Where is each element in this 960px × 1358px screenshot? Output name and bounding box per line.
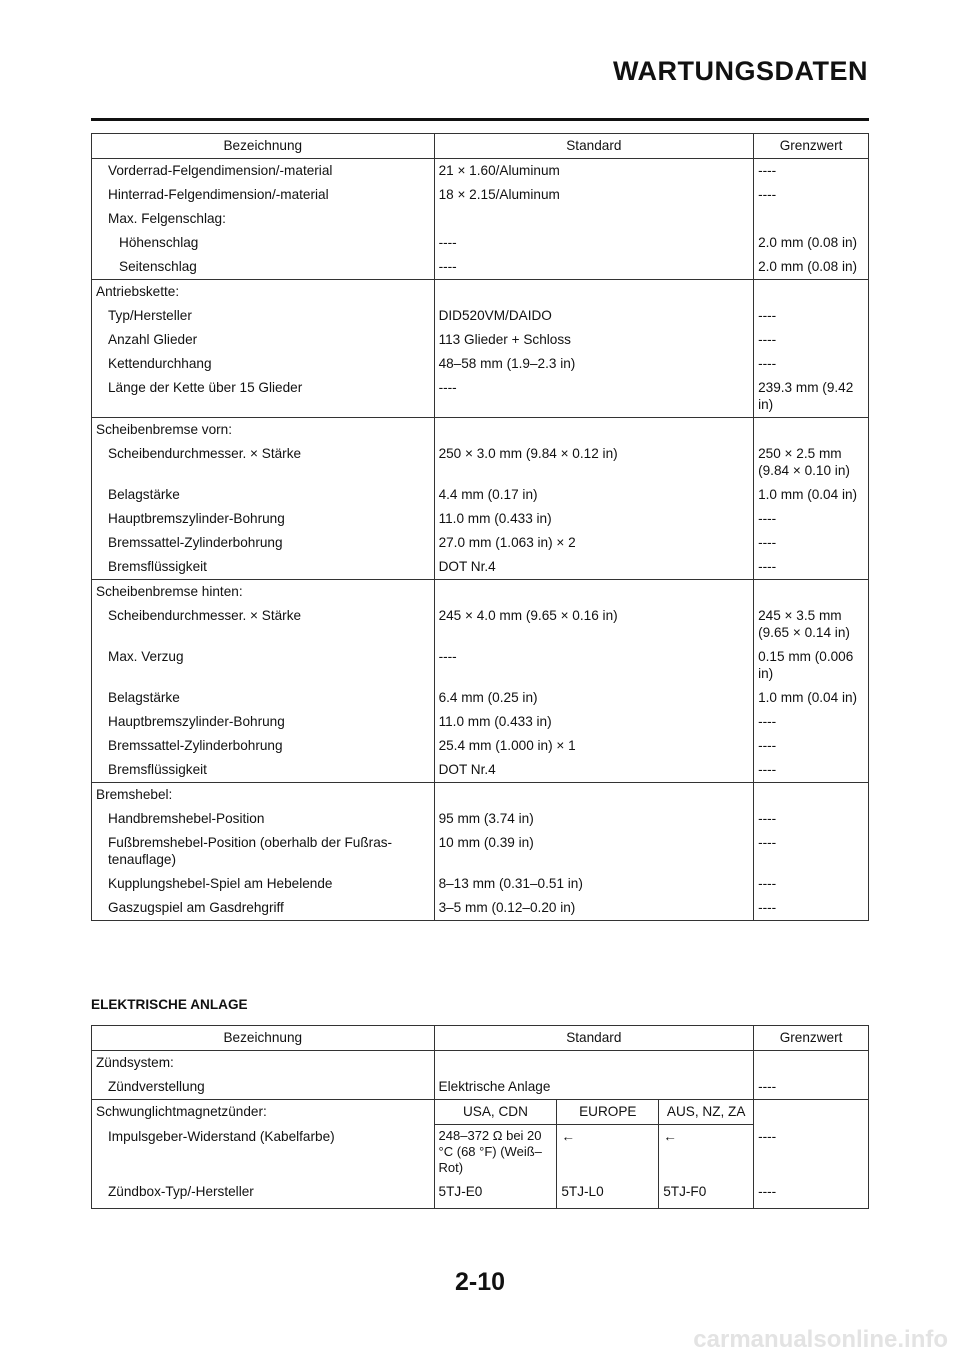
cell-standard <box>434 1051 754 1076</box>
cell-group-name: Scheibenbremse vorn: <box>92 418 435 443</box>
cell-standard <box>434 580 754 605</box>
cell-name: Bremsflüssigkeit <box>92 758 435 783</box>
table-row <box>92 758 869 783</box>
cell-name: Bremssattel-Zylinderbohrung <box>92 531 435 555</box>
cell-limit: ---- <box>758 163 777 178</box>
cell-name: Seitenschlag <box>92 255 435 280</box>
cell-limit <box>754 280 869 305</box>
table-header-row <box>92 134 869 159</box>
cell-standard: 11.0 mm (0.433 in) <box>434 507 754 531</box>
cell-name: Belagstärke <box>92 686 435 710</box>
table-row <box>92 159 869 184</box>
table-row <box>92 1180 869 1209</box>
cell-standard <box>434 418 754 443</box>
page-title: WARTUNGSDATEN <box>613 56 868 86</box>
cell-standard: 11.0 mm (0.433 in) <box>434 710 754 734</box>
table-row <box>92 328 869 352</box>
cell-limit: ---- <box>758 876 777 891</box>
cell-limit: ---- <box>758 1079 777 1094</box>
table-row <box>92 531 869 555</box>
cell-standard-europe: 5TJ-L0 <box>557 1180 659 1209</box>
cell-name: Fußbremshebel-Position (oberhalb der Fußras-tenauflage) <box>92 831 435 872</box>
cell-name: Länge der Kette über 15 Glieder <box>92 376 435 418</box>
cell-standard: 3–5 mm (0.12–0.20 in) <box>434 896 754 921</box>
table-row <box>92 207 869 231</box>
cell-limit: ---- <box>758 762 777 777</box>
header-bezeichnung: Bezeichnung <box>92 134 435 159</box>
cell-standard: 6.4 mm (0.25 in) <box>434 686 754 710</box>
cell-name: Bremssattel-Zylinderbohrung <box>92 734 435 758</box>
cell-limit <box>754 783 869 808</box>
table-row <box>92 831 869 872</box>
cell-standard: 10 mm (0.39 in) <box>434 831 754 872</box>
cell-limit: ---- <box>758 900 777 915</box>
table-header-row <box>92 1026 869 1051</box>
cell-name: Anzahl Glieder <box>92 328 435 352</box>
cell-limit <box>754 418 869 443</box>
cell-name: Vorderrad-Felgendimension/-material <box>92 159 435 184</box>
header-standard: Standard <box>434 1026 754 1051</box>
page-number: 2-10 <box>454 1268 506 1296</box>
table-row <box>92 1075 869 1100</box>
cell-standard: DID520VM/DAIDO <box>434 304 754 328</box>
cell-name: Zündbox-Typ/-Hersteller <box>92 1180 435 1209</box>
cell-name: Max. Felgenschlag: <box>92 207 435 231</box>
cell-name: Hauptbremszylinder-Bohrung <box>92 507 435 531</box>
cell-standard-usa-cdn: 248–372 Ω bei 20 °C (68 °F) (Weiß–Rot) <box>434 1125 557 1181</box>
cell-standard <box>434 783 754 808</box>
cell-limit: ---- <box>758 811 777 826</box>
cell-group-name: Bremshebel: <box>92 783 435 808</box>
cell-standard: ---- <box>434 255 754 280</box>
table-row <box>92 555 869 580</box>
table-row <box>92 734 869 758</box>
table-row <box>92 1125 869 1181</box>
maintenance-table-electrical <box>91 1025 869 1209</box>
cell-region-usa-cdn: USA, CDN <box>434 1100 557 1125</box>
table-row <box>92 376 869 418</box>
table-row <box>92 686 869 710</box>
table-row <box>92 604 869 645</box>
cell-limit: 1.0 mm (0.04 in) <box>758 690 858 705</box>
cell-limit: 245 × 3.5 mm (9.65 × 0.14 in) <box>758 608 850 640</box>
cell-standard <box>434 207 754 231</box>
cell-limit: ---- <box>758 1128 777 1144</box>
cell-limit: ---- <box>758 738 777 753</box>
table-row <box>92 783 869 808</box>
cell-name: Typ/Hersteller <box>92 304 435 328</box>
table-row <box>92 255 869 280</box>
cell-name: Bremsflüssigkeit <box>92 555 435 580</box>
table-row <box>92 872 869 896</box>
table-row <box>92 807 869 831</box>
table-row <box>92 645 869 686</box>
cell-standard: 25.4 mm (1.000 in) × 1 <box>434 734 754 758</box>
cell-standard: ---- <box>434 645 754 686</box>
cell-group-name: Zündsystem: <box>92 1051 435 1076</box>
cell-name: Impulsgeber-Widerstand (Kabelfarbe) <box>92 1125 435 1181</box>
cell-standard: 21 × 1.60/Aluminum <box>434 159 754 184</box>
cell-standard-aus-nz-za: ← <box>659 1125 754 1181</box>
cell-standard: 27.0 mm (1.063 in) × 2 <box>434 531 754 555</box>
header-bezeichnung: Bezeichnung <box>92 1026 435 1051</box>
cell-name: Handbremshebel-Position <box>92 807 435 831</box>
cell-standard <box>434 280 754 305</box>
cell-limit <box>754 1100 869 1125</box>
cell-limit <box>754 1051 869 1076</box>
cell-standard: 8–13 mm (0.31–0.51 in) <box>434 872 754 896</box>
table-row <box>92 710 869 734</box>
table-row <box>92 896 869 921</box>
section-heading-electrical: ELEKTRISCHE ANLAGE <box>91 997 248 1012</box>
header-grenzwert: Grenzwert <box>754 1026 869 1051</box>
cell-name: Max. Verzug <box>92 645 435 686</box>
table-row <box>92 183 869 207</box>
table-row <box>92 1051 869 1076</box>
cell-limit: ---- <box>758 308 777 323</box>
cell-standard: 250 × 3.0 mm (9.84 × 0.12 in) <box>434 442 754 483</box>
table-row <box>92 507 869 531</box>
cell-standard: 48–58 mm (1.9–2.3 in) <box>434 352 754 376</box>
table-row <box>92 352 869 376</box>
table-row <box>92 483 869 507</box>
cell-name: Kettendurchhang <box>92 352 435 376</box>
cell-limit: 2.0 mm (0.08 in) <box>758 235 858 250</box>
cell-name: Kupplungshebel-Spiel am Hebelende <box>92 872 435 896</box>
cell-standard: DOT Nr.4 <box>434 758 754 783</box>
cell-standard-usa-cdn: 5TJ-E0 <box>434 1180 557 1209</box>
cell-limit: ---- <box>758 356 777 371</box>
cell-limit <box>754 580 869 605</box>
table-row <box>92 1100 869 1125</box>
cell-name: Belagstärke <box>92 483 435 507</box>
cell-standard: ---- <box>434 231 754 255</box>
title-rule <box>91 118 869 121</box>
cell-limit: 239.3 mm (9.42 in) <box>758 380 854 412</box>
cell-name: Hauptbremszylinder-Bohrung <box>92 710 435 734</box>
maintenance-table-chassis <box>91 133 869 921</box>
cell-limit: ---- <box>758 835 777 850</box>
table-row <box>92 280 869 305</box>
cell-standard: 113 Glieder + Schloss <box>434 328 754 352</box>
table-row <box>92 231 869 255</box>
cell-name: Hinterrad-Felgendimension/-material <box>92 183 435 207</box>
table-row <box>92 304 869 328</box>
cell-region-aus-nz-za: AUS, NZ, ZA <box>659 1100 754 1125</box>
cell-limit: ---- <box>758 714 777 729</box>
cell-limit: 1.0 mm (0.04 in) <box>758 487 858 502</box>
watermark: carmanualsonline.info <box>693 1326 948 1353</box>
table-row <box>92 442 869 483</box>
header-grenzwert: Grenzwert <box>754 134 869 159</box>
header-standard: Standard <box>434 134 754 159</box>
cell-standard: 4.4 mm (0.17 in) <box>434 483 754 507</box>
cell-standard: 95 mm (3.74 in) <box>434 807 754 831</box>
table-row <box>92 580 869 605</box>
cell-limit: ---- <box>758 559 777 574</box>
cell-group-name: Schwunglichtmagnetzünder: <box>92 1100 435 1125</box>
cell-limit: ---- <box>758 535 777 550</box>
cell-standard: 245 × 4.0 mm (9.65 × 0.16 in) <box>434 604 754 645</box>
cell-limit: 0.15 mm (0.006 in) <box>758 649 854 681</box>
cell-name: Zündverstellung <box>92 1075 435 1100</box>
table-row <box>92 418 869 443</box>
cell-standard: 18 × 2.15/Aluminum <box>434 183 754 207</box>
cell-standard-europe: ← <box>557 1125 659 1181</box>
cell-name: Scheibendurchmesser. × Stärke <box>92 442 435 483</box>
cell-limit: ---- <box>758 332 777 347</box>
cell-name: Höhenschlag <box>92 231 435 255</box>
cell-standard: DOT Nr.4 <box>434 555 754 580</box>
cell-group-name: Scheibenbremse hinten: <box>92 580 435 605</box>
cell-standard-aus-nz-za: 5TJ-F0 <box>659 1180 754 1209</box>
cell-limit: ---- <box>758 187 777 202</box>
cell-region-europe: EUROPE <box>557 1100 659 1125</box>
cell-limit: 2.0 mm (0.08 in) <box>758 259 858 274</box>
cell-group-name: Antriebskette: <box>92 280 435 305</box>
cell-standard: ---- <box>434 376 754 418</box>
cell-limit: ---- <box>758 511 777 526</box>
cell-limit: ---- <box>758 1184 777 1199</box>
cell-standard: Elektrische Anlage <box>434 1075 754 1100</box>
cell-name: Scheibendurchmesser. × Stärke <box>92 604 435 645</box>
cell-name: Gaszugspiel am Gasdrehgriff <box>92 896 435 921</box>
cell-limit <box>754 207 869 231</box>
cell-limit: 250 × 2.5 mm (9.84 × 0.10 in) <box>758 446 850 478</box>
